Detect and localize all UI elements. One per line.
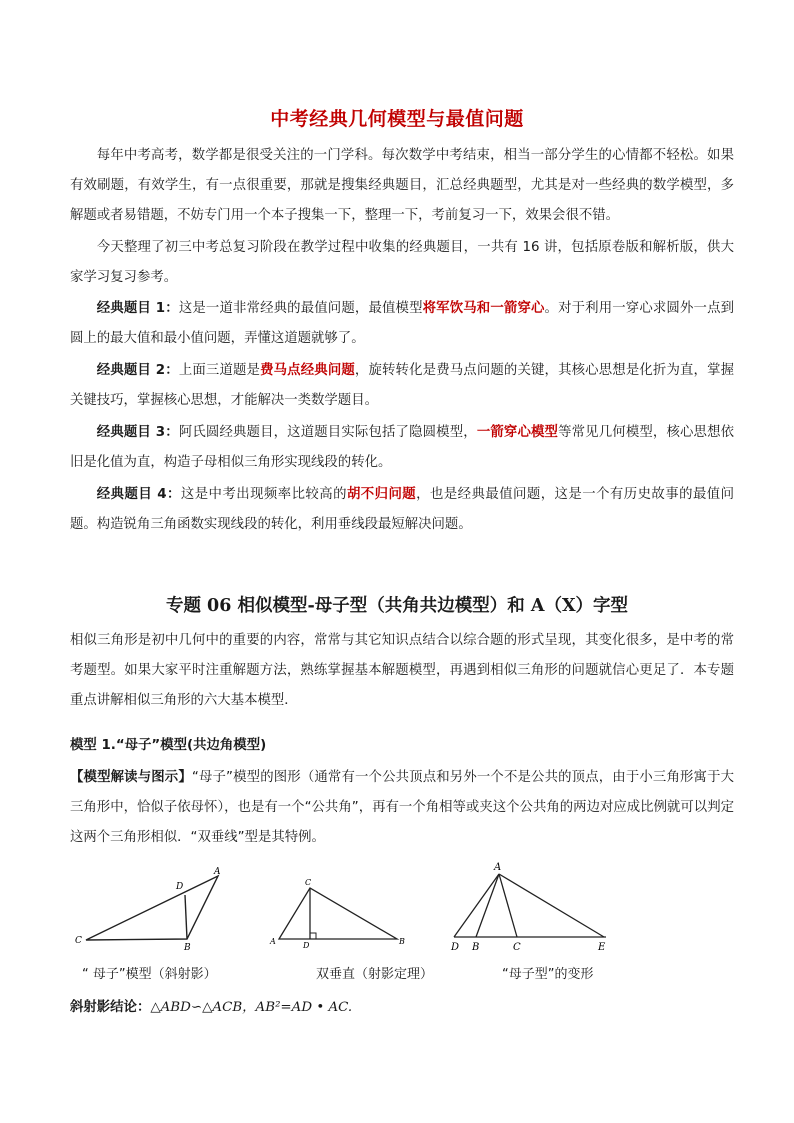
question-lead: 经典题目 1： — [96, 301, 179, 316]
topic-heading: 专题 06 相似模型-母子型（共角共边模型）和 A（X）字型 — [165, 596, 629, 616]
figure-double-perpendicular — [262, 872, 412, 952]
segment-ad — [454, 874, 499, 937]
segment-bd — [185, 895, 187, 939]
point-label: C — [305, 878, 312, 887]
question-text: 。对于利用一穿心求圆外一点到圆上的最大值和最小值问题，弄懂这道题就够了。 — [70, 301, 735, 346]
triangle-abc — [86, 876, 218, 940]
question-text: 这是一道非常经典的最值问题，最值模型 — [178, 301, 423, 316]
point-label: D — [451, 942, 460, 952]
point-label: C — [513, 942, 521, 952]
question-lead: 经典题目 4： — [96, 487, 181, 502]
segment-ab — [476, 874, 499, 937]
question-text: 这是中考出现频率比较高的 — [180, 487, 347, 502]
classic-question-2 — [70, 356, 734, 416]
figure-mother-child-variation — [446, 858, 616, 952]
conclusion-formula: △ABD∽△ACB，AB²=AD • AC. — [150, 1000, 353, 1015]
triangle-abc — [279, 888, 397, 939]
figure-1-caption: “ 母子”模型（斜射影） — [82, 967, 217, 982]
figure-3-caption: “母子型”的变形 — [502, 967, 594, 982]
point-label: B — [472, 942, 480, 952]
highlight-text: 费马点经典问题 — [260, 363, 355, 378]
point-label: A — [270, 937, 276, 946]
point-label: A — [214, 867, 221, 877]
question-text: ，旋转转化是费马点问题的关键，其核心思想是化折为直，掌握关键技巧，掌握核心思想，才能解决一类数学题目。 — [70, 363, 735, 408]
question-lead: 经典题目 3： — [96, 425, 179, 440]
figure-2-caption: 双垂直（射影定理） — [316, 967, 434, 982]
question-text: ，也是经典最值问题，这是一个有历史故事的最值问题。构造锐角三角函数实现线段的转化，利用垂线段最短解决问题。 — [70, 487, 735, 532]
classic-question-3 — [70, 418, 734, 478]
point-label: B — [184, 943, 191, 953]
point-label: D — [303, 941, 310, 950]
model-1-heading: 模型 1.“母子”模型(共边角模型) — [70, 738, 267, 753]
model-1-description — [70, 763, 734, 853]
point-label: C — [75, 936, 82, 946]
oblique-projection-conclusion — [70, 996, 352, 1015]
point-label: E — [598, 942, 606, 952]
model-1-lead: 【模型解读与图示】 — [70, 770, 192, 785]
figure-mother-child-oblique — [70, 862, 230, 954]
document-title: 中考经典几何模型与最值问题 — [270, 108, 524, 130]
right-angle-mark — [310, 933, 316, 939]
point-label: D — [176, 882, 184, 892]
highlight-text: 将军饮马和一箭穿心 — [422, 301, 545, 316]
question-lead: 经典题目 2： — [96, 363, 179, 378]
topic-intro-paragraph: 相似三角形是初中几何中的重要的内容，常常与其它知识点结合以综合题的形式呈现，其变化很多，是中考的常考题型。如果大家平时注重解题方法，熟练掌握基本解题模型，再遇到相似三角形的问题就信心更足了．本专题重点讲解相似三角形的六大基本模型． — [70, 633, 734, 708]
intro-paragraph-1: 每年中考高考，数学都是很受关注的一门学科。每次数学中考结束，相当一部分学生的心情都不轻松。如果有效刷题，有效学生，有一点很重要，那就是搜集经典题目，汇总经典题型，尤其是对一些经典的数学模型，多解题或者易错题，不妨专门用一个本子搜集一下，整理一下，考前复习一下，效果会很不错。 — [70, 148, 734, 223]
highlight-text: 胡不归问题 — [346, 487, 417, 502]
highlight-text: 一箭穿心模型 — [476, 425, 559, 440]
model-1-text: “母子”模型的图形（通常有一个公共顶点和另外一个不是公共的顶点，由于小三角形寓于大三角形中，恰似子依母怀），也是有一个“公共角”，再有一个角相等或夹这个公共角的两边对应成比例就可以判定这两个三角形相似．“双垂线”型是其特例。 — [70, 770, 735, 845]
classic-question-4 — [70, 480, 734, 540]
conclusion-lead: 斜射影结论： — [70, 1000, 151, 1015]
intro-paragraph-2: 今天整理了初三中考总复习阶段在教学过程中收集的经典题目，一共有 16 讲，包括原卷版和解析版，供大家学习复习参考。 — [70, 240, 734, 285]
point-label: A — [494, 862, 502, 873]
question-text: 上面三道题是 — [178, 363, 261, 378]
classic-question-1 — [70, 294, 734, 354]
question-text: 阿氏圆经典题目，这道题目实际包括了隐圆模型， — [178, 425, 477, 440]
point-label: B — [399, 937, 405, 946]
question-text: 等常见几何模型，核心思想依旧是化值为直，构造子母相似三角形实现线段的转化。 — [70, 425, 735, 470]
